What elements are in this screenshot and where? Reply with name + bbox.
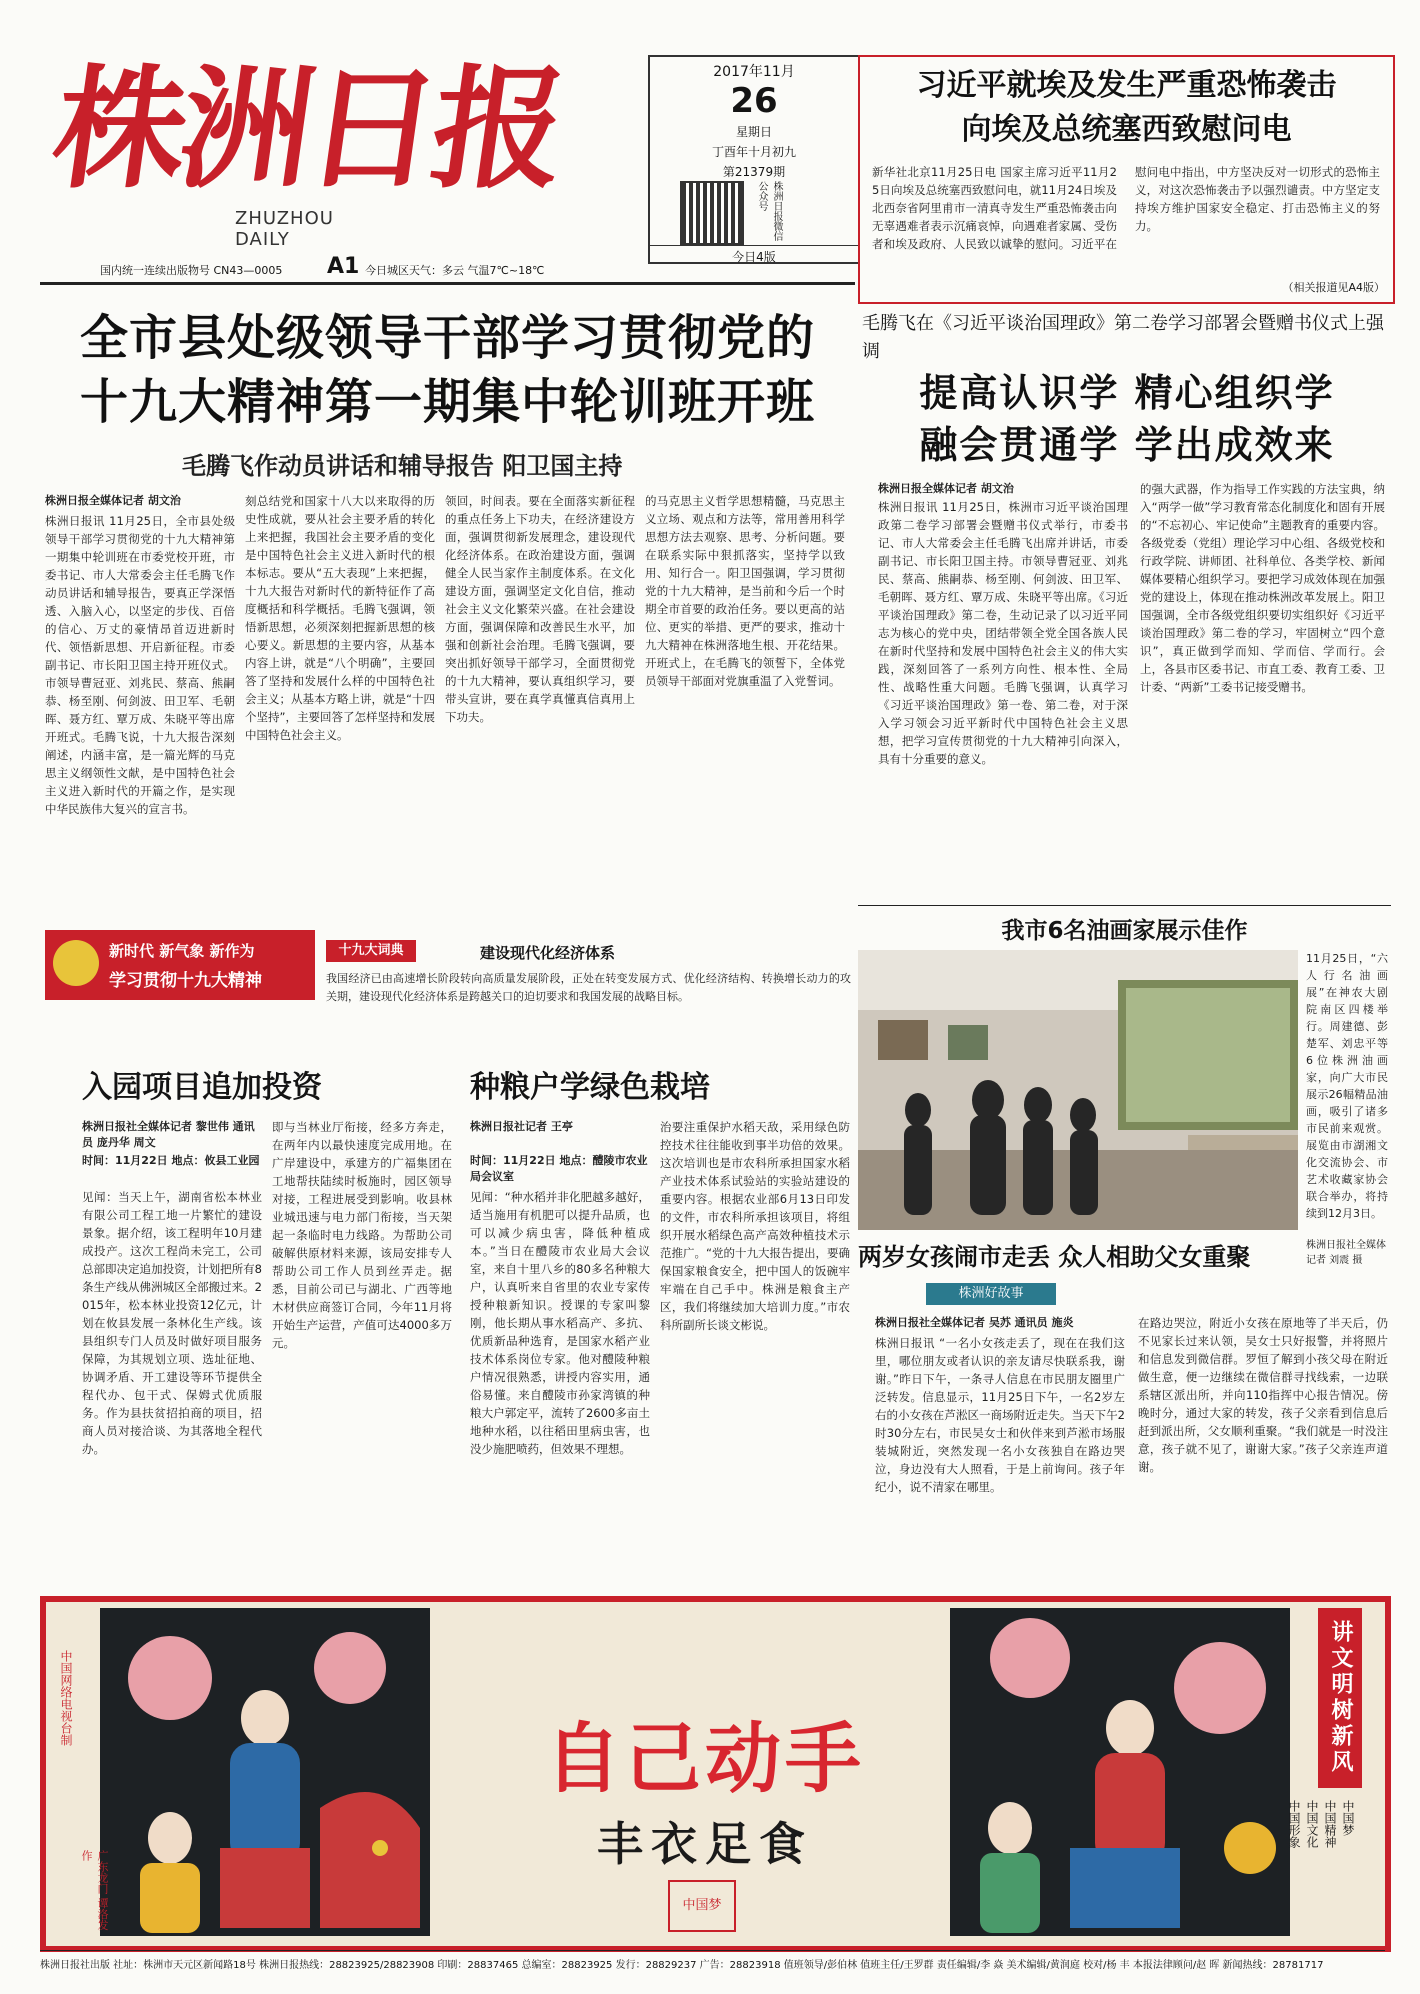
page-count: 今日4版 [650,245,858,265]
ad-right-col-1: 中国梦 [1341,1800,1355,1836]
study-headline-2: 融会贯通学 学出成效来 [919,423,1335,467]
right-illustration [950,1608,1290,1936]
right-divider [858,905,1391,906]
mid-story-meta: 时间：11月22日 地点：醴陵市农业局会议室 [470,1154,648,1183]
weekday: 星期日 [735,125,772,139]
lead-col-4: 的马克思主义哲学思想精髓，马克思主义立场、观点和方法等，常用善用科学思想方法去观察、思考、分析问题。要在联系实际中狠抓落实，坚持学以致用、知行合一。阳卫国强调，学习贯彻党的十九大精神，是当前和今后一个时期全市首要的政治任务。要以更高的站位、更实的举措、更严的要求，推动十九大精神在株洲落地生根、开花结果。开班式上，在毛腾飞的领誓下，全体党员领导干部面对党旗重温了入党誓词。 [645,494,845,688]
qr-label: 株洲日报微信公众号 [756,181,782,241]
term-title: 建设现代化经济体系 [480,944,616,962]
mid-story-headline: 种粮户学绿色栽培 [470,1070,710,1105]
year-month: 2017年11月 [713,64,795,80]
ad-right-col-4: 中国形象 [1287,1800,1301,1848]
cn-number: 国内统一连续出版物号 CN43—0005 [100,264,283,277]
top-news-box [858,55,1395,304]
page-label: A1 [327,254,360,279]
ad-side-credit: 广东龙门 谭洛发作 [80,1850,109,1931]
term-label: 十九大词典 [326,940,416,962]
study-byline: 株洲日报全媒体记者 胡文治 [878,482,1014,495]
mid-story-col-1: 见闻：“种水稻并非化肥越多越好，适当施用有机肥可以提升品质，也可以减少病虫害，降低种植成本。”当日在醴陵市农业局大会议室，来自十里八乡的80多名种粮大户，认真听来自省里的农业专家传授种粮新知识。授课的专家叫黎刚，他长期从事水稻高产、多抗、优质新品种选育，是国家水稻产业技术体系岗位专家。他对醴陵种粮户情况很熟悉，讲授内容实用，通俗易懂。来自醴陵市孙家湾镇的种粮大户郭定平，流转了2600多亩土地种水稻，以往稻田里病虫害，也没少施肥喷药，但效果不理想。 [470,1190,650,1456]
party-emblem-icon [53,940,99,986]
top-news-body: 新华社北京11月25日电 国家主席习近平11月25日向埃及总统塞西致慰问电，就11月24日埃及北西奈省阿里甫市一清真寺发生严重恐怖袭击向无辜遇难者表示沉痛哀悼，向遇难者家属、受伤者和埃及政府、人民致以诚挚的慰问。习近平在慰问电中指出，中方坚决反对一切形式的恐怖主义，对这次恐怖袭击予以强烈谴责。中方坚定支持埃方维护国家安全稳定、打击恐怖主义的努力。 [872,165,1380,251]
left-illustration [100,1608,430,1936]
masthead-en: ZHUZHOU DAILY [235,208,334,250]
lead-col-2: 刻总结党和国家十八大以来取得的历史性成就，要从社会主要矛盾的转化上来把握，我国社会主要矛盾的变化是中国特色社会主义进入新时代的根本标志。要从“五大表现”上来把握，十九大报告对新时代的新特征作了高度概括和科学概括。毛腾飞强调，领悟新思想，必须深刻把握新思想的核心要义。新思想的主要内容，从基本内容上讲，就是“八个明确”，主要回答了坚持和发展什么样的中国特色社会主义；从基本方略上讲，就是“十四个坚持”，主要回答了怎样坚持和发展中国特色社会主义。 [245,494,435,742]
left-story-meta: 时间：11月22日 地点：攸县工业园 [82,1154,260,1167]
date-box [648,55,860,264]
top-news-see-also: （相关报道见A4版） [1282,281,1385,294]
masthead-rule [40,282,855,285]
lead-headline-1: 全市县处级领导干部学习贯彻党的 [79,310,815,366]
left-story-headline: 入园项目追加投资 [82,1070,322,1105]
ad-right-col-2: 中国精神 [1323,1800,1337,1848]
issue-number: 第21379期 [722,165,786,179]
photo-credit: 株洲日报社全媒体记者 刘震 摄 [1306,1240,1386,1266]
right-story-col-2: 在路边哭泣，附近小女孩在原地等了半天后，仍不见家长过来认领，吴女士只好报警，并将照片和信息发到微信群。罗恒了解到小孩父母在附近做生意，便一边继续在微信群寻找线索，一边联系辖区派出所，并向110指挥中心报告情况。傍晚时分，通过大家的转发，孩子父亲看到信息后赶到派出所，父女顺利重聚。“我们就是一时没注意，孩子就不见了，谢谢大家。”孩子父亲连声道谢。 [1138,1316,1388,1474]
lunar-date: 丁酉年十月初九 [711,145,796,159]
civility-tag: 讲文明树新风 [1318,1608,1362,1788]
term-body: 我国经济已由高速增长阶段转向高质量发展阶段，正处在转变发展方式、优化经济结构、转换增长动力的攻关期，建设现代化经济体系是跨越关口的迫切要求和我国发展的战略目标。 [326,972,851,1003]
ad-side-text: 中国网络电视台制 [59,1650,73,1746]
right-story-byline: 株洲日报社全媒体记者 吴苏 通讯员 施炎 [875,1316,1074,1329]
ad-right-col-3: 中国文化 [1305,1800,1319,1848]
top-news-headline-2: 向埃及总统塞西致慰问电 [961,112,1292,147]
photo-caption: 11月25日，“六人行名油画展”在神农大剧院南区四楼举行。周建德、彭楚军、刘忠平等6位株洲油画家，向广大市民展示26幅精品油画，吸引了诸多市民前来观赏。展览由市湖湘文化交流协会、市艺术收藏家协会联合举办，将持续到12月3日。 [1306,952,1388,1220]
exhibition-photo-image [858,950,1298,1230]
study-col-2: 的强大武器，作为指导工作实践的方法宝典，纳入“两学一做”学习教育常态化制度化和固有开展的“不忘初心、牢记使命”主题教育的重要内容。各级党委（党组）理论学习中心组、各级党校和行政学院、讲师团、社科单位、各类学校、新闻媒体要精心组织学习。要把学习成效体现在加强党的建设上，体现在推动株洲改革发展上。阳卫国强调，全市各级党组织要切实组织好《习近平谈治国理政》第二卷的学习，牢固树立“四个意识”，真正做到学而知、学而信、学而行。会上，各县市区委书记、市直工委、教育工委、卫计委、“两新”工委书记接受赠书。 [1140,482,1385,694]
lead-subhead: 毛腾飞作动员讲话和辅导报告 阳卫国主持 [182,452,623,480]
lead-headline-2: 十九大精神第一期集中轮训班开班 [79,374,815,430]
china-dream-seal: 中国梦 [668,1880,736,1932]
photo-headline: 我市6名油画家展示佳作 [1001,918,1248,944]
banner-line-1: 新时代 新气象 新作为 [109,942,255,960]
footer-rule [40,1950,1385,1951]
lead-col-3: 领回，时间表。要在全面落实新征程的重点任务上下功夫，在经济建设方面，强调贯彻新发展理念，建设现代化经济体系。在政治建设方面，强调健全人民当家作主制度体系。在文化建设方面，强调坚定文化自信，推动社会主义文化繁荣兴盛。在社会建设方面，强调保障和改善民生水平，加强和创新社会治理。毛腾飞强调，要突出抓好领导干部学习，全面贯彻党的十九大精神，要认真组织学习，要带头宣讲，要在真学真懂真信真用上下功夫。 [445,494,635,724]
right-story-tag: 株洲好故事 [926,1283,1056,1305]
masthead-title: 株洲日报 [44,52,570,207]
lead-col-1: 株洲日报讯 11月25日，全市县处级领导干部学习贯彻党的十九大精神第一期集中轮训班在市委党校开班，市委书记、市人大常委会主任毛腾飞作动员讲话和辅导报告，要真正学深悟透、入脑入心，以坚定的步伐、百倍的信心、万丈的豪情昂首迈进新时代、领悟新思想、开启新征程。市委副书记、市长阳卫国主持开班仪式。市领导曹冠亚、刘兆民、蔡高、熊嗣恭、杨至刚、何剑波、田卫军、毛朝晖、聂方红、覃万成、朱晓平等出席开班式。毛腾飞说，十九大报告深刻阐述，内涵丰富，是一篇光辉的马克思主义纲领性文献，是中国特色社会主义进入新时代的开篇之作，是实现中华民族伟大复兴的宣言书。 [45,514,235,816]
day-number: 26 [730,81,778,121]
right-story-headline: 两岁女孩闹市走丢 众人相助父女重聚 [858,1243,1251,1271]
mid-story-byline: 株洲日报社记者 王亭 [470,1120,573,1133]
study-banner [45,930,315,1000]
left-story-byline: 株洲日报社全媒体记者 黎世伟 通讯员 庞丹华 周文 [82,1120,255,1149]
ad-subhead: 丰衣足食 [597,1817,813,1871]
weather: 今日城区天气：多云 气温7℃~18℃ [365,264,545,277]
exhibition-photo [858,950,1298,1230]
right-story-col-1: 株洲日报讯 “一名小女孩走丢了，现在在我们这里，哪位朋友或者认识的亲友请尽快联系我，谢谢。”昨日下午，一条寻人信息在市民朋友圈里广泛转发。信息显示，11月25日下午，一名2岁左右的小女孩在芦淞区一商场附近走失。当天下午2时30分左右，市民吴女士和伙伴来到芦淞市场服装城附近，突然发现一名小女孩独自在路边哭泣，身边没有大人照看，于是上前询问。孩子年纪小，说不清家在哪里。 [875,1336,1125,1494]
lead-byline: 株洲日报全媒体记者 胡文治 [45,494,181,507]
qr-code[interactable] [680,181,744,245]
banner-line-2: 学习贯彻十九大精神 [109,971,262,991]
left-story-col-2: 即与当林业厅衔接，经多方奔走，在两年内以最快速度完成用地。在广岸建设中，承建方的广福集团在工地帮扶陆续时板施时，园区领导对接，工程进展受到影响。收县林业城迅速与电力部门衔接，当天架起一条临时电力线路。为帮助公司破解供原材料来源，该局安排专人帮助公司工作人员到丝弄走。据悉，目前公司已与湖北、广西等地木材供应商签订合同，今年11月将开始生产运营，产值可达4000多万元。 [272,1120,452,1350]
top-news-headline-1: 习近平就埃及发生严重恐怖袭击 [916,68,1337,103]
footer-text: 株洲日报社出版 社址：株洲市天元区新闻路18号 株洲日报热线：28823925/28823908 印刷：28837465 总编室：28823925 发行：28829237 广告：28823918 值班领导/彭伯林 值班主任/王罗群 责任编辑/李 焱 美术编辑/黄润庭 校对/杨 丰 本报法律顾问/赵 晖 新闻热线：28781717 [40,1960,1324,1971]
study-kicker: 毛腾飞在《习近平谈治国理政》第二卷学习部署会暨赠书仪式上强调 [862,313,1384,362]
ad-headline: 自己动手 [545,1714,865,1803]
study-headline-1: 提高认识学 精心组织学 [919,371,1335,415]
study-col-1: 株洲日报讯 11月25日，株洲市习近平谈治国理政第二卷学习部署会暨赠书仪式举行，市委书记、市人大常委会主任毛腾飞出席并讲话，市委副书记、市长阳卫国主持。市领导曹冠亚、刘兆民、蔡高、熊嗣恭、杨至刚、何剑波、田卫军、毛朝晖、聂方红、覃万成、朱晓平等出席。《习近平谈治国理政》第二卷，生动记录了以习近平同志为核心的党中央，团结带领全党全国各族人民在新时代坚持和发展中国特色社会主义的伟大实践，深刻回答了一系列方向性、根本性、全局性、战略性重大问题。毛腾飞强调，认真学习《习近平谈治国理政》第一卷、第二卷，对于深入学习领会习近平新时代中国特色社会主义思想，把学习宣传贯彻党的十九大精神引向深入，具有十分重要的意义。 [878,500,1128,766]
mid-story-col-2: 治要注重保护水稻天敌，采用绿色防控技术往往能收到事半功倍的效果。这次培训也是市农科所承担国家水稻产业技术体系试验站的实验站建设的重要内容。根据农业部6月13日印发的文件，市农科所承担该项目，将组织开展水稻绿色高产高效种植技术示范推广。“党的十九大报告提出，要确保国家粮食安全，把中国人的饭碗牢牢端在自己手中。株洲是粮食主产区，我们将继续加大培训力度。”市农科所副所长谈文彬说。 [660,1120,850,1332]
left-story-col-1: 见闻：当天上午，湖南省松本林业有限公司工程工地一片繁忙的建设景象。据介绍，该工程明年10月建成投产。这次工程尚未完工，公司总部即决定追加投资，计划把所有8条生产线从佛洲城区全部搬过来。2015年，松本林业投资12亿元，计划在攸县发展一条林化生产线。该县组织专门人员及时做好项目服务保障，为其规划立项、选址征地、协调矛盾、开工建设等环节提供全程代办、包干式、保姆式优质服务。作为县扶贫招拍商的项目，招商人员对接洽谈、为其落地全程代办。 [82,1190,262,1456]
